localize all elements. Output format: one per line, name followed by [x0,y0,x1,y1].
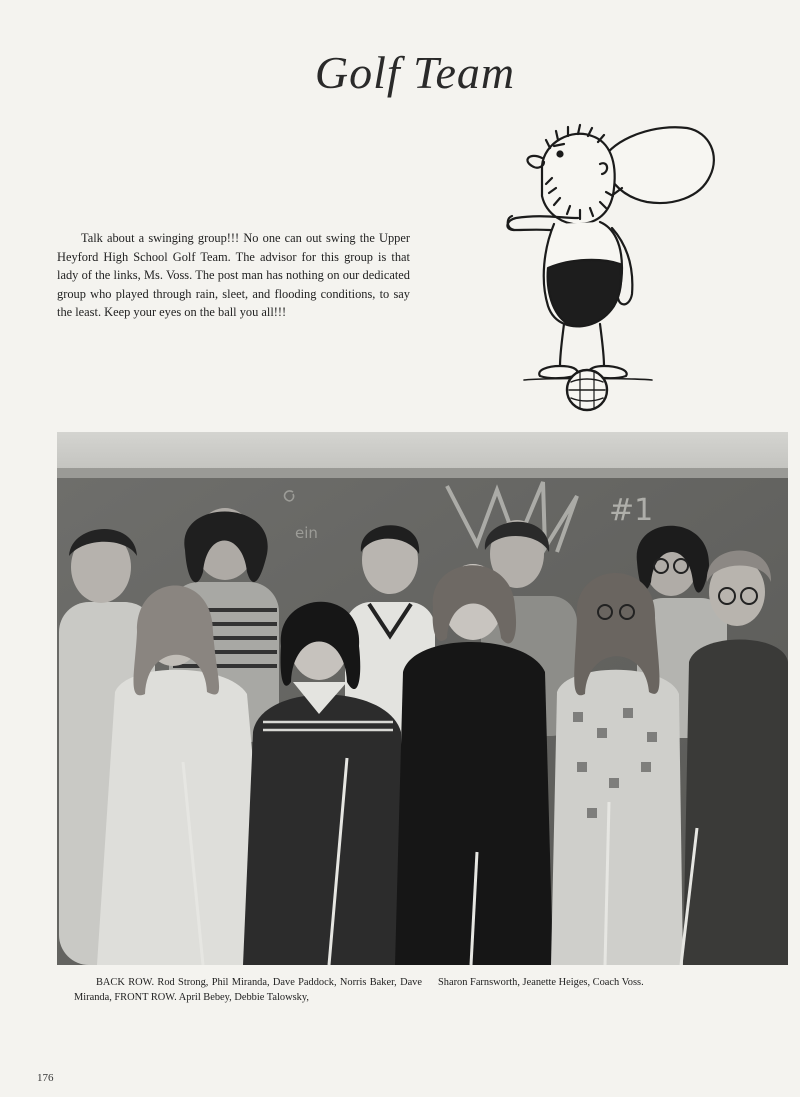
page-title: Golf Team [314,47,516,98]
photo-caption-left: BACK ROW. Rod Strong, Phil Miranda, Dave Paddock, Norris Baker, Dave Miranda, FRONT ROW. April Bebey, Debbie Talowsky, [74,977,422,1003]
chalk-number-one: #1 [609,493,654,528]
intro-paragraph: Talk about a swinging group!!! No one can out swing the Upper Heyford High School Golf Team. The advisor for this group is that lady of the links, Ms. Voss. The post man has nothing on our dedicated group who played through rain, sleet, and flooding conditions, to say the least. Keep your eyes on the ball you all!!! [57,231,410,320]
team-photo [57,432,788,965]
chalk-scribble: ein [295,524,318,542]
page-number: 176 [37,1072,54,1084]
caveman-golfer-cartoon [482,118,732,423]
photo-caption-right: Sharon Farnsworth, Jeanette Heiges, Coach Voss. [438,977,644,988]
